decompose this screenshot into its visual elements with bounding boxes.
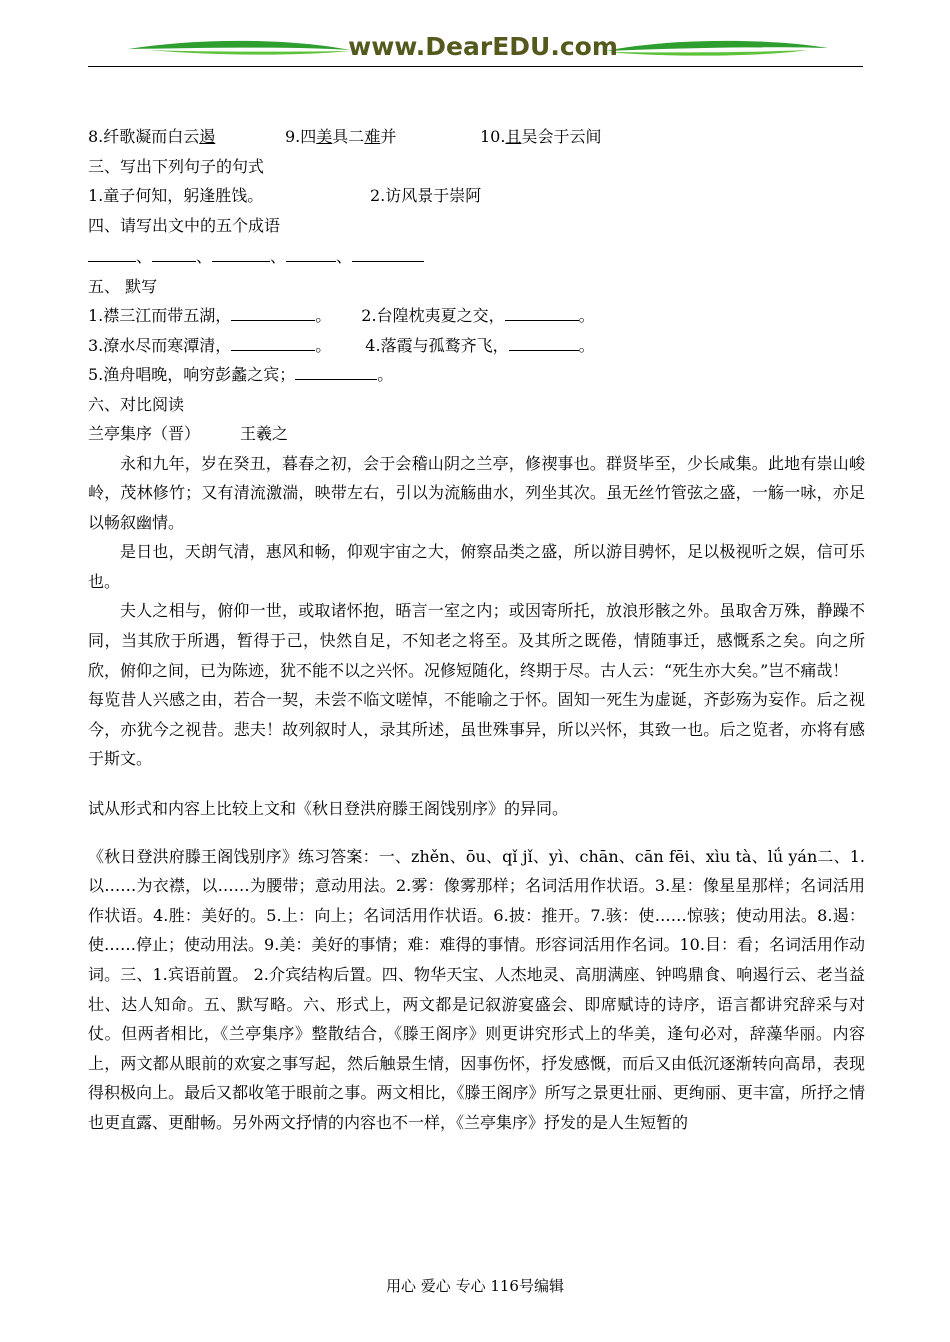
- site-header: [88, 30, 863, 70]
- passage-paragraph: 夫人之相与，俯仰一世，或取诸怀抱，晤言一室之内；或因寄所托，放浪形骸之外。虽取舍万殊，静躁不同，当其欣于所遇，暂得于己，快然自足，不知老之将至。及其所之既倦，情随事迁，感慨系之矣。向之所欣，俯仰之间，已为陈迹，犹不能不以之兴怀。况修短随化，终期于尽。古人云：“死生亦大矣。”岂不痛哉！: [88, 601, 865, 680]
- idiom-blanks: 、 、 、 、: [88, 242, 865, 272]
- reading-heading: 兰亭集序（晋） 王羲之: [88, 424, 289, 443]
- blank-field[interactable]: [509, 334, 579, 351]
- exercise-line-8-10: 8.纤歌凝而白云遏 9.四美具二难并 10.且吴会于云间: [88, 127, 602, 146]
- dictation-line-2: 3.潦水尽而寒潭清， 。 4.落霞与孤鹜齐飞， 。: [88, 335, 595, 355]
- comparison-question: 试从形式和内容上比较上文和《秋日登洪府滕王阁饯别序》的异同。: [88, 799, 569, 819]
- site-logo[interactable]: www.DearEDU.com: [348, 32, 618, 61]
- blank-field[interactable]: [231, 304, 315, 321]
- section-3-title: 三、写出下列句子的句式: [88, 156, 265, 176]
- blank-field[interactable]: [352, 245, 424, 262]
- blank-field[interactable]: [88, 245, 136, 262]
- page-footer: 用心 爱心 专心 116号编辑: [386, 1277, 564, 1295]
- blank-field[interactable]: [295, 363, 377, 380]
- blank-field[interactable]: [152, 245, 196, 262]
- section-5-title: 五、 默写: [88, 276, 158, 296]
- section-3-items: 1.童子何知，躬逢胜饯。 2.访风景于崇阿: [88, 186, 482, 205]
- dictation-line-3: 5.渔舟唱晚，响穷彭蠡之宾； 。: [88, 365, 394, 384]
- passage-paragraph: 永和九年，岁在癸丑，暮春之初，会于会稽山阴之兰亭，修禊事也。群贤毕至，少长咸集。此地有崇山峻岭，茂林修竹；又有清流激湍，映带左右，引以为流觞曲水，列坐其次。虽无丝竹管弦之盛，一觞一咏，亦足以畅叙幽情。: [88, 453, 865, 532]
- header-divider: [88, 66, 863, 67]
- passage-paragraph: 每览昔人兴感之由，若合一契，未尝不临文嗟悼，不能喻之于怀。固知一死生为虚诞，齐彭殇为妄作。后之视今，亦犹今之视昔。悲夫！故列叙时人，录其所述，虽世殊事异，所以兴怀，其致一也。后之览者，亦将有感于斯文。: [88, 690, 865, 769]
- blank-field[interactable]: [212, 245, 270, 262]
- answer-key: 《秋日登洪府滕王阁饯别序》练习答案：一、zhěn、ōu、qǐ jǐ、yì、chān、cān fēi、xìu tà、lǘ yán二、1.以……为衣襟，以……为腰带；意动用法。2.雾：像雾那样；名词活用作状语。3.星：像星星那样；名词活用作状语。4.胜：美好的。5.上：向上；名词活用作状语。6.披：推开。7.骇：使……惊骇；使动用法。8.遏：使……停止；使动用法。9.美：美好的事情；难：难得的事情。形容词活用作名词。10.目：看；名词活用作动词。三、1.宾语前置。 2.介宾结构后置。四、物华天宝、人杰地灵、高朋满座、钟鸣鼎食、响遏行云、老当益壮、达人知命。五、默写略。六、形式上，两文都是记叙游宴盛会、即席赋诗的诗序，语言都讲究辞采与对仗。但两者相比，《兰亭集序》整散结合，《滕王阁序》则更讲究形式上的华美，逢句必对，辞藻华丽。内容上，两文都从眼前的欢宴之事写起，然后触景生情，因事伤怀，抒发感慨，而后又由低沉逐渐转向高昂，表现得积极向上。最后又都收笔于眼前之事。两文相比，《滕王阁序》所写之景更壮丽、更绚丽、更丰富，所抒之情也更直露、更酣畅。另外两文抒情的内容也不一样，《兰亭集序》抒发的是人生短暂的: [88, 846, 865, 1132]
- document-body: [88, 122, 865, 1137]
- passage-paragraph: 是日也，天朗气清，惠风和畅，仰观宇宙之大，俯察品类之盛，所以游目骋怀，足以极视听之娱，信可乐也。: [88, 542, 865, 591]
- blank-field[interactable]: [505, 304, 579, 321]
- dictation-line-1: 1.襟三江而带五湖， 。 2.台隍枕夷夏之交， 。: [88, 306, 595, 325]
- section-4-title: 四、请写出文中的五个成语: [88, 215, 281, 235]
- section-6-title: 六、对比阅读: [88, 394, 185, 414]
- blank-field[interactable]: [231, 334, 315, 351]
- blank-field[interactable]: [286, 245, 336, 262]
